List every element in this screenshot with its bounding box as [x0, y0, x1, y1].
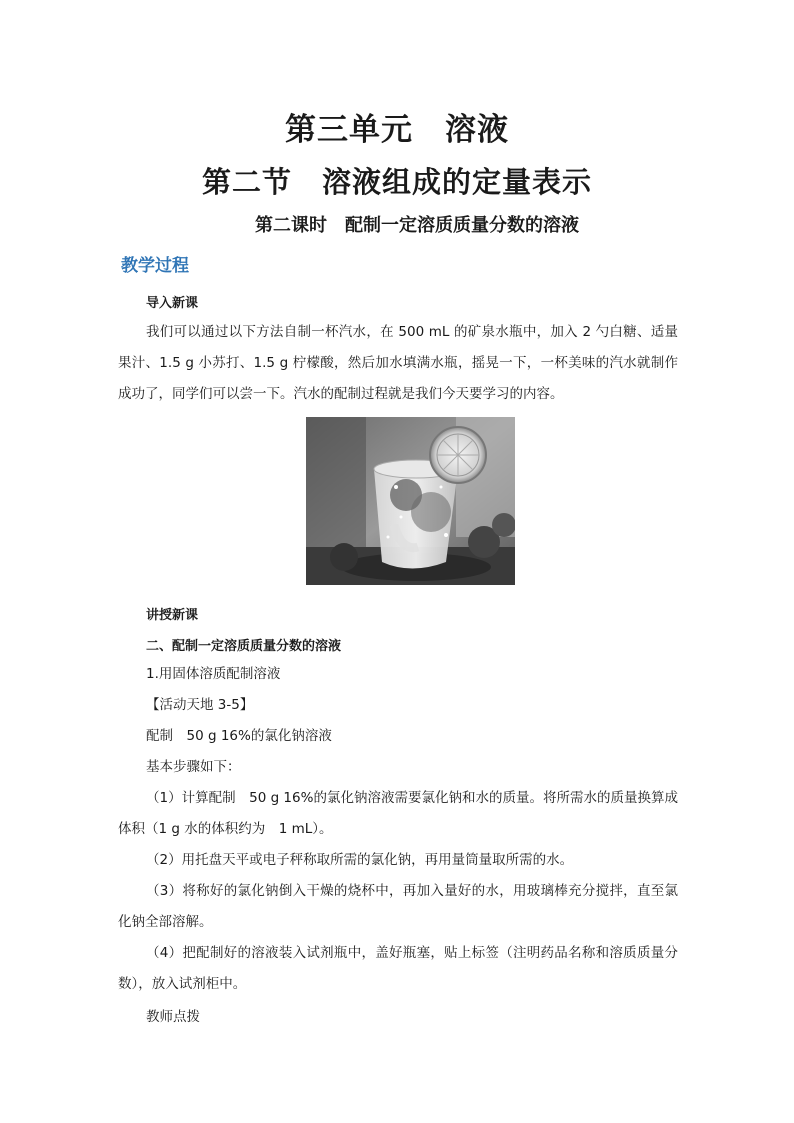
steps-intro: 基本步骤如下： — [146, 759, 241, 775]
soda-glass-illustration — [306, 417, 515, 585]
activity-title: 【活动天地 3-5】 — [146, 697, 254, 713]
unit-title: 第三单元 溶液 — [285, 112, 509, 148]
section-title: 第二节 溶液组成的定量表示 — [201, 165, 592, 199]
step-4: （4）把配制好的溶液装入试剂瓶中，盖好瓶塞，贴上标签（注明药品名称和溶质质量分数），放入试剂柜中。 — [118, 945, 678, 992]
lesson-title: 第二课时 配制一定溶质质量分数的溶液 — [255, 215, 579, 236]
teacher-note-label: 教师点拨 — [146, 1009, 200, 1025]
teaching-process-heading: 教学过程 — [121, 256, 189, 276]
step-1: （1）计算配制 50 g 16%的氯化钠溶液需要氯化钠和水的质量。将所需水的质量换算成体积（1 g 水的体积约为 1 mL）。 — [118, 790, 678, 837]
intro-paragraph: 我们可以通过以下方法自制一杯汽水，在 500 mL 的矿泉水瓶中，加入 2 勺白糖、适量果汁、1.5 g 小苏打、1.5 g 柠檬酸，然后加水填满水瓶，摇晃一下，一杯美味的汽水就制作成功了，同学们可以尝一下。汽水的配制过程就是我们今天要学习的内容。 — [118, 324, 678, 402]
step-2: （2）用托盘天平或电子秤称取所需的氯化钠，再用量筒量取所需的水。 — [146, 852, 574, 868]
lecture-label: 讲授新课 — [146, 608, 199, 623]
step-3: （3）将称好的氯化钠倒入干燥的烧杯中，再加入量好的水，用玻璃棒充分搅拌，直至氯化钠全部溶解。 — [118, 883, 678, 930]
task-text: 配制 50 g 16%的氯化钠溶液 — [146, 728, 332, 744]
soda-glass-photo — [306, 417, 515, 585]
lecture-section-title: 二、配制一定溶质质量分数的溶液 — [146, 639, 342, 654]
intro-label: 导入新课 — [146, 296, 199, 311]
subsection-title: 1.用固体溶质配制溶液 — [146, 666, 281, 682]
